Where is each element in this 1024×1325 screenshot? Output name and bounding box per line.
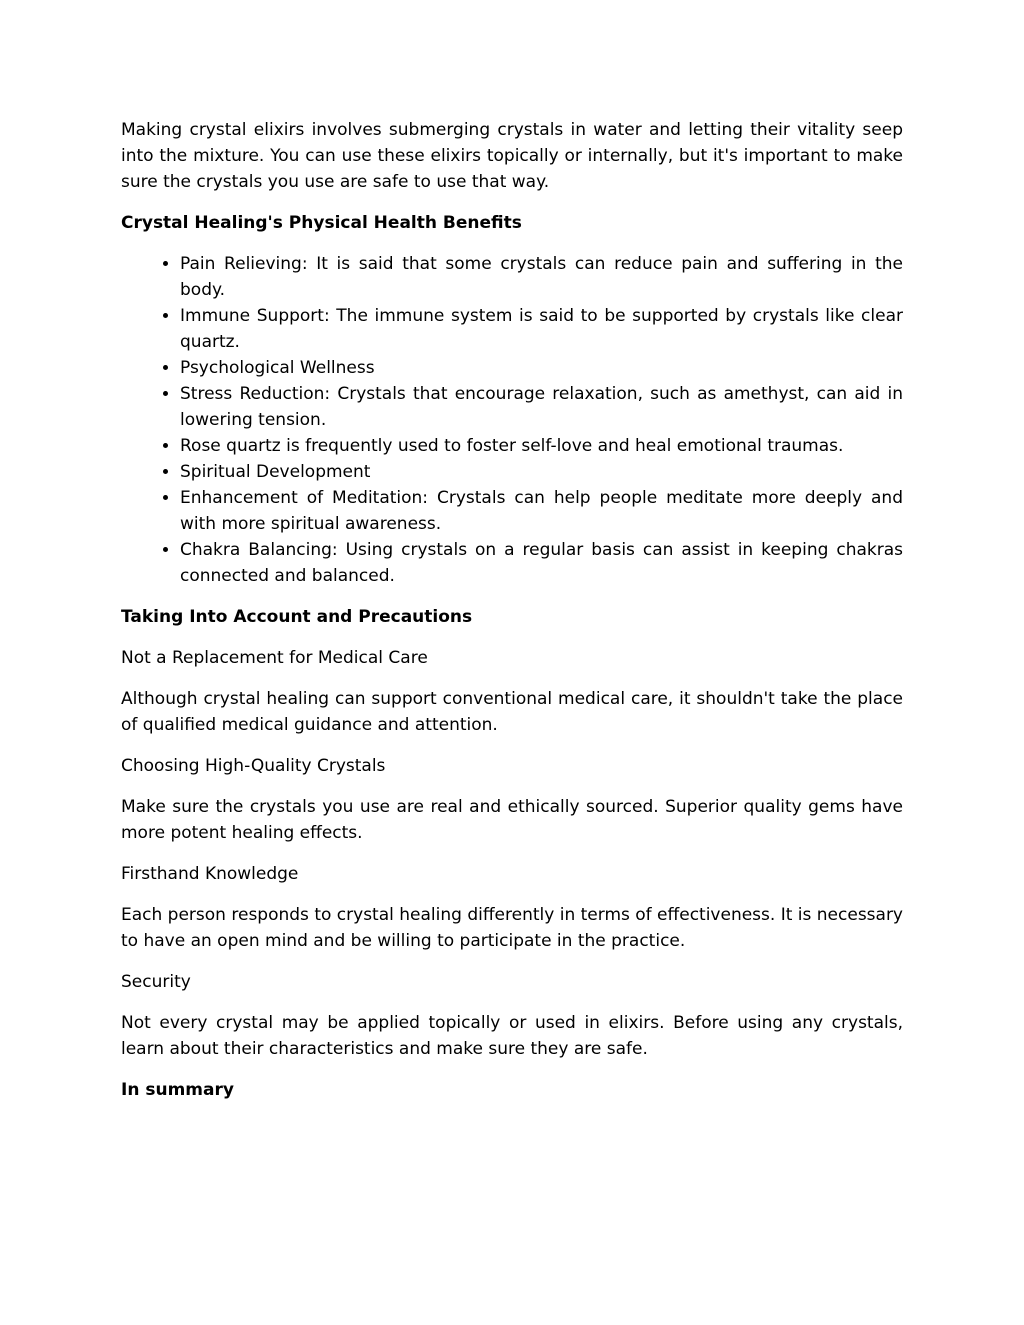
subsection (121, 861, 903, 954)
bullet-item: • Pain Relieving: It is said that some crystals can reduce pain and suffering in the body. (180, 251, 903, 303)
bullet-item: • Psychological Wellness (180, 355, 903, 381)
subsection-title: Not a Replacement for Medical Care (121, 648, 428, 668)
subsection-body: Each person responds to crystal healing differently in terms of effectiveness. It is necessary to have an open mind and be willing to participate in the practice. (121, 905, 903, 951)
subsection-body: Not every crystal may be applied topically or used in elixirs. Before using any crystals, learn about their characteristics and make sure they are safe. (121, 1013, 903, 1059)
bullet-item: • Enhancement of Meditation: Crystals can help people meditate more deeply and with more spiritual awareness. (180, 485, 903, 537)
intro-paragraph: Making crystal elixirs involves submerging crystals in water and letting their vitality seep into the mixture. You can use these elixirs topically or internally, but it's important to make sure the crystals you use are safe to use that way. (121, 120, 903, 192)
subsection-title: Choosing High-Quality Crystals (121, 756, 386, 776)
bullet-item: • Immune Support: The immune system is said to be supported by crystals like clear quartz. (180, 303, 903, 355)
bullet-item: • Stress Reduction: Crystals that encourage relaxation, such as amethyst, can aid in lowering tension. (180, 381, 903, 433)
subsection (121, 645, 903, 738)
bullet-item: • Rose quartz is frequently used to foster self-love and heal emotional traumas. (180, 433, 903, 459)
subsection (121, 753, 903, 846)
subsection-title: Firsthand Knowledge (121, 864, 299, 884)
subsection (121, 969, 903, 1062)
benefits-list (121, 251, 903, 589)
bullet-item: • Spiritual Development (180, 459, 903, 485)
bullet-item: • Chakra Balancing: Using crystals on a regular basis can assist in keeping chakras connected and balanced. (180, 537, 903, 589)
subsection-title: Security (121, 972, 191, 992)
precautions-heading: Taking Into Account and Precautions (121, 607, 473, 627)
subsection-body: Although crystal healing can support conventional medical care, it shouldn't take the place of qualified medical guidance and attention. (121, 689, 903, 735)
benefits-heading: Crystal Healing's Physical Health Benefits (121, 213, 522, 233)
subsection-body: Make sure the crystals you use are real and ethically sourced. Superior quality gems have more potent healing effects. (121, 797, 903, 843)
summary-heading: In summary (121, 1080, 234, 1100)
